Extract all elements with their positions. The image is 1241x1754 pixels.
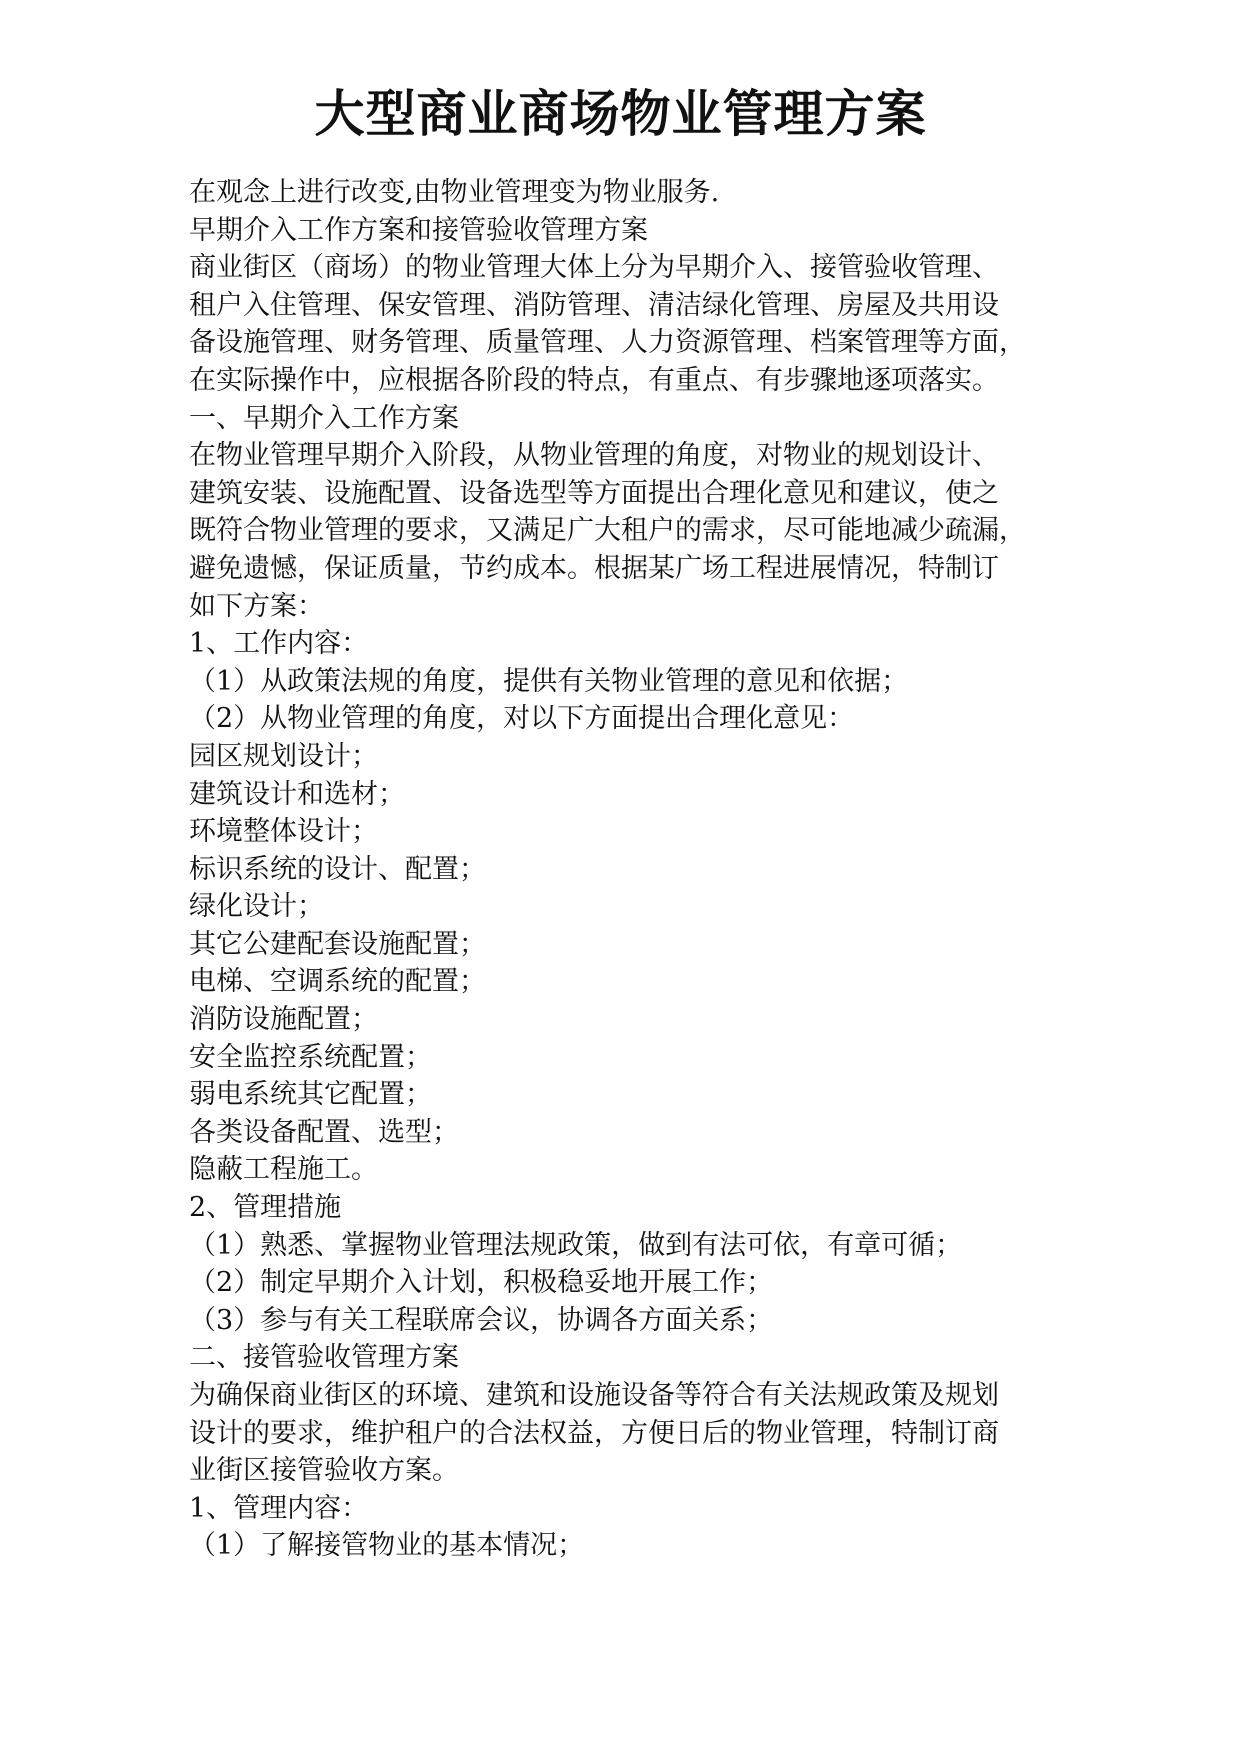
text-line: 隐蔽工程施工。 [189, 1154, 378, 1186]
text-line: （3）参与有关工程联席会议，协调各方面关系； [189, 1304, 774, 1336]
text-line: 2、管理措施 [189, 1192, 342, 1224]
document-title: 大型商业商场物业管理方案 [314, 85, 927, 143]
text-line: 其它公建配套设施配置； [189, 928, 486, 960]
text-line: 商业街区（商场）的物业管理大体上分为早期介入、接管验收管理、 [189, 252, 999, 284]
text-line: （2）制定早期介入计划，积极稳妥地开展工作； [189, 1267, 774, 1299]
text-line: 既符合物业管理的要求，又满足广大租户的需求，尽可能地减少疏漏， [189, 515, 1026, 547]
text-line: 为确保商业街区的环境、建筑和设施设备等符合有关法规政策及规划 [189, 1380, 999, 1411]
text-line: 在物业管理早期介入阶段，从物业管理的角度，对物业的规划设计、 [189, 440, 999, 472]
text-line: 早期介入工作方案和接管验收管理方案 [189, 214, 648, 246]
text-line: 消防设施配置； [189, 1004, 378, 1036]
text-line: 园区规划设计； [189, 740, 378, 772]
text-line: 避免遗憾，保证质量，节约成本。根据某广场工程进展情况，特制订 [189, 552, 999, 584]
text-line: 租户入住管理、保安管理、消防管理、清洁绿化管理、房屋及共用设 [189, 289, 999, 321]
text-line: 环境整体设计； [189, 816, 378, 848]
document-body [189, 174, 1069, 1565]
text-line: 各类设备配置、选型； [189, 1116, 459, 1148]
text-line: 绿化设计； [189, 891, 324, 923]
text-line: 1、工作内容： [189, 628, 369, 660]
text-line: 一、早期介入工作方案 [189, 402, 459, 434]
text-line: 业街区接管验收方案。 [189, 1455, 459, 1487]
text-line: 在观念上进行改变,由物业管理变为物业服务. [189, 177, 720, 208]
text-line: （1）了解接管物业的基本情况； [189, 1530, 585, 1562]
text-line: （2）从物业管理的角度，对以下方面提出合理化意见： [189, 703, 855, 735]
text-line: 弱电系统其它配置； [189, 1079, 432, 1111]
text-line: 建筑设计和选材； [189, 778, 405, 810]
text-line: 安全监控系统配置； [189, 1041, 432, 1073]
text-line: 设计的要求，维护租户的合法权益，方便日后的物业管理，特制订商 [189, 1417, 999, 1449]
text-line: 1、管理内容： [189, 1492, 369, 1524]
text-line: 建筑安装、设施配置、设备选型等方面提出合理化意见和建议，使之 [189, 477, 999, 509]
text-line: 备设施管理、财务管理、质量管理、人力资源管理、档案管理等方面， [189, 327, 1026, 359]
text-line: （1）从政策法规的角度，提供有关物业管理的意见和依据； [189, 665, 909, 697]
text-line: 二、接管验收管理方案 [189, 1342, 459, 1374]
text-line: 标识系统的设计、配置； [189, 853, 486, 885]
text-line: 在实际操作中，应根据各阶段的特点，有重点、有步骤地逐项落实。 [189, 364, 999, 396]
text-line: 如下方案： [189, 590, 324, 622]
text-line: （1）熟悉、掌握物业管理法规政策，做到有法可依，有章可循； [189, 1229, 963, 1261]
text-line: 电梯、空调系统的配置； [189, 966, 486, 998]
